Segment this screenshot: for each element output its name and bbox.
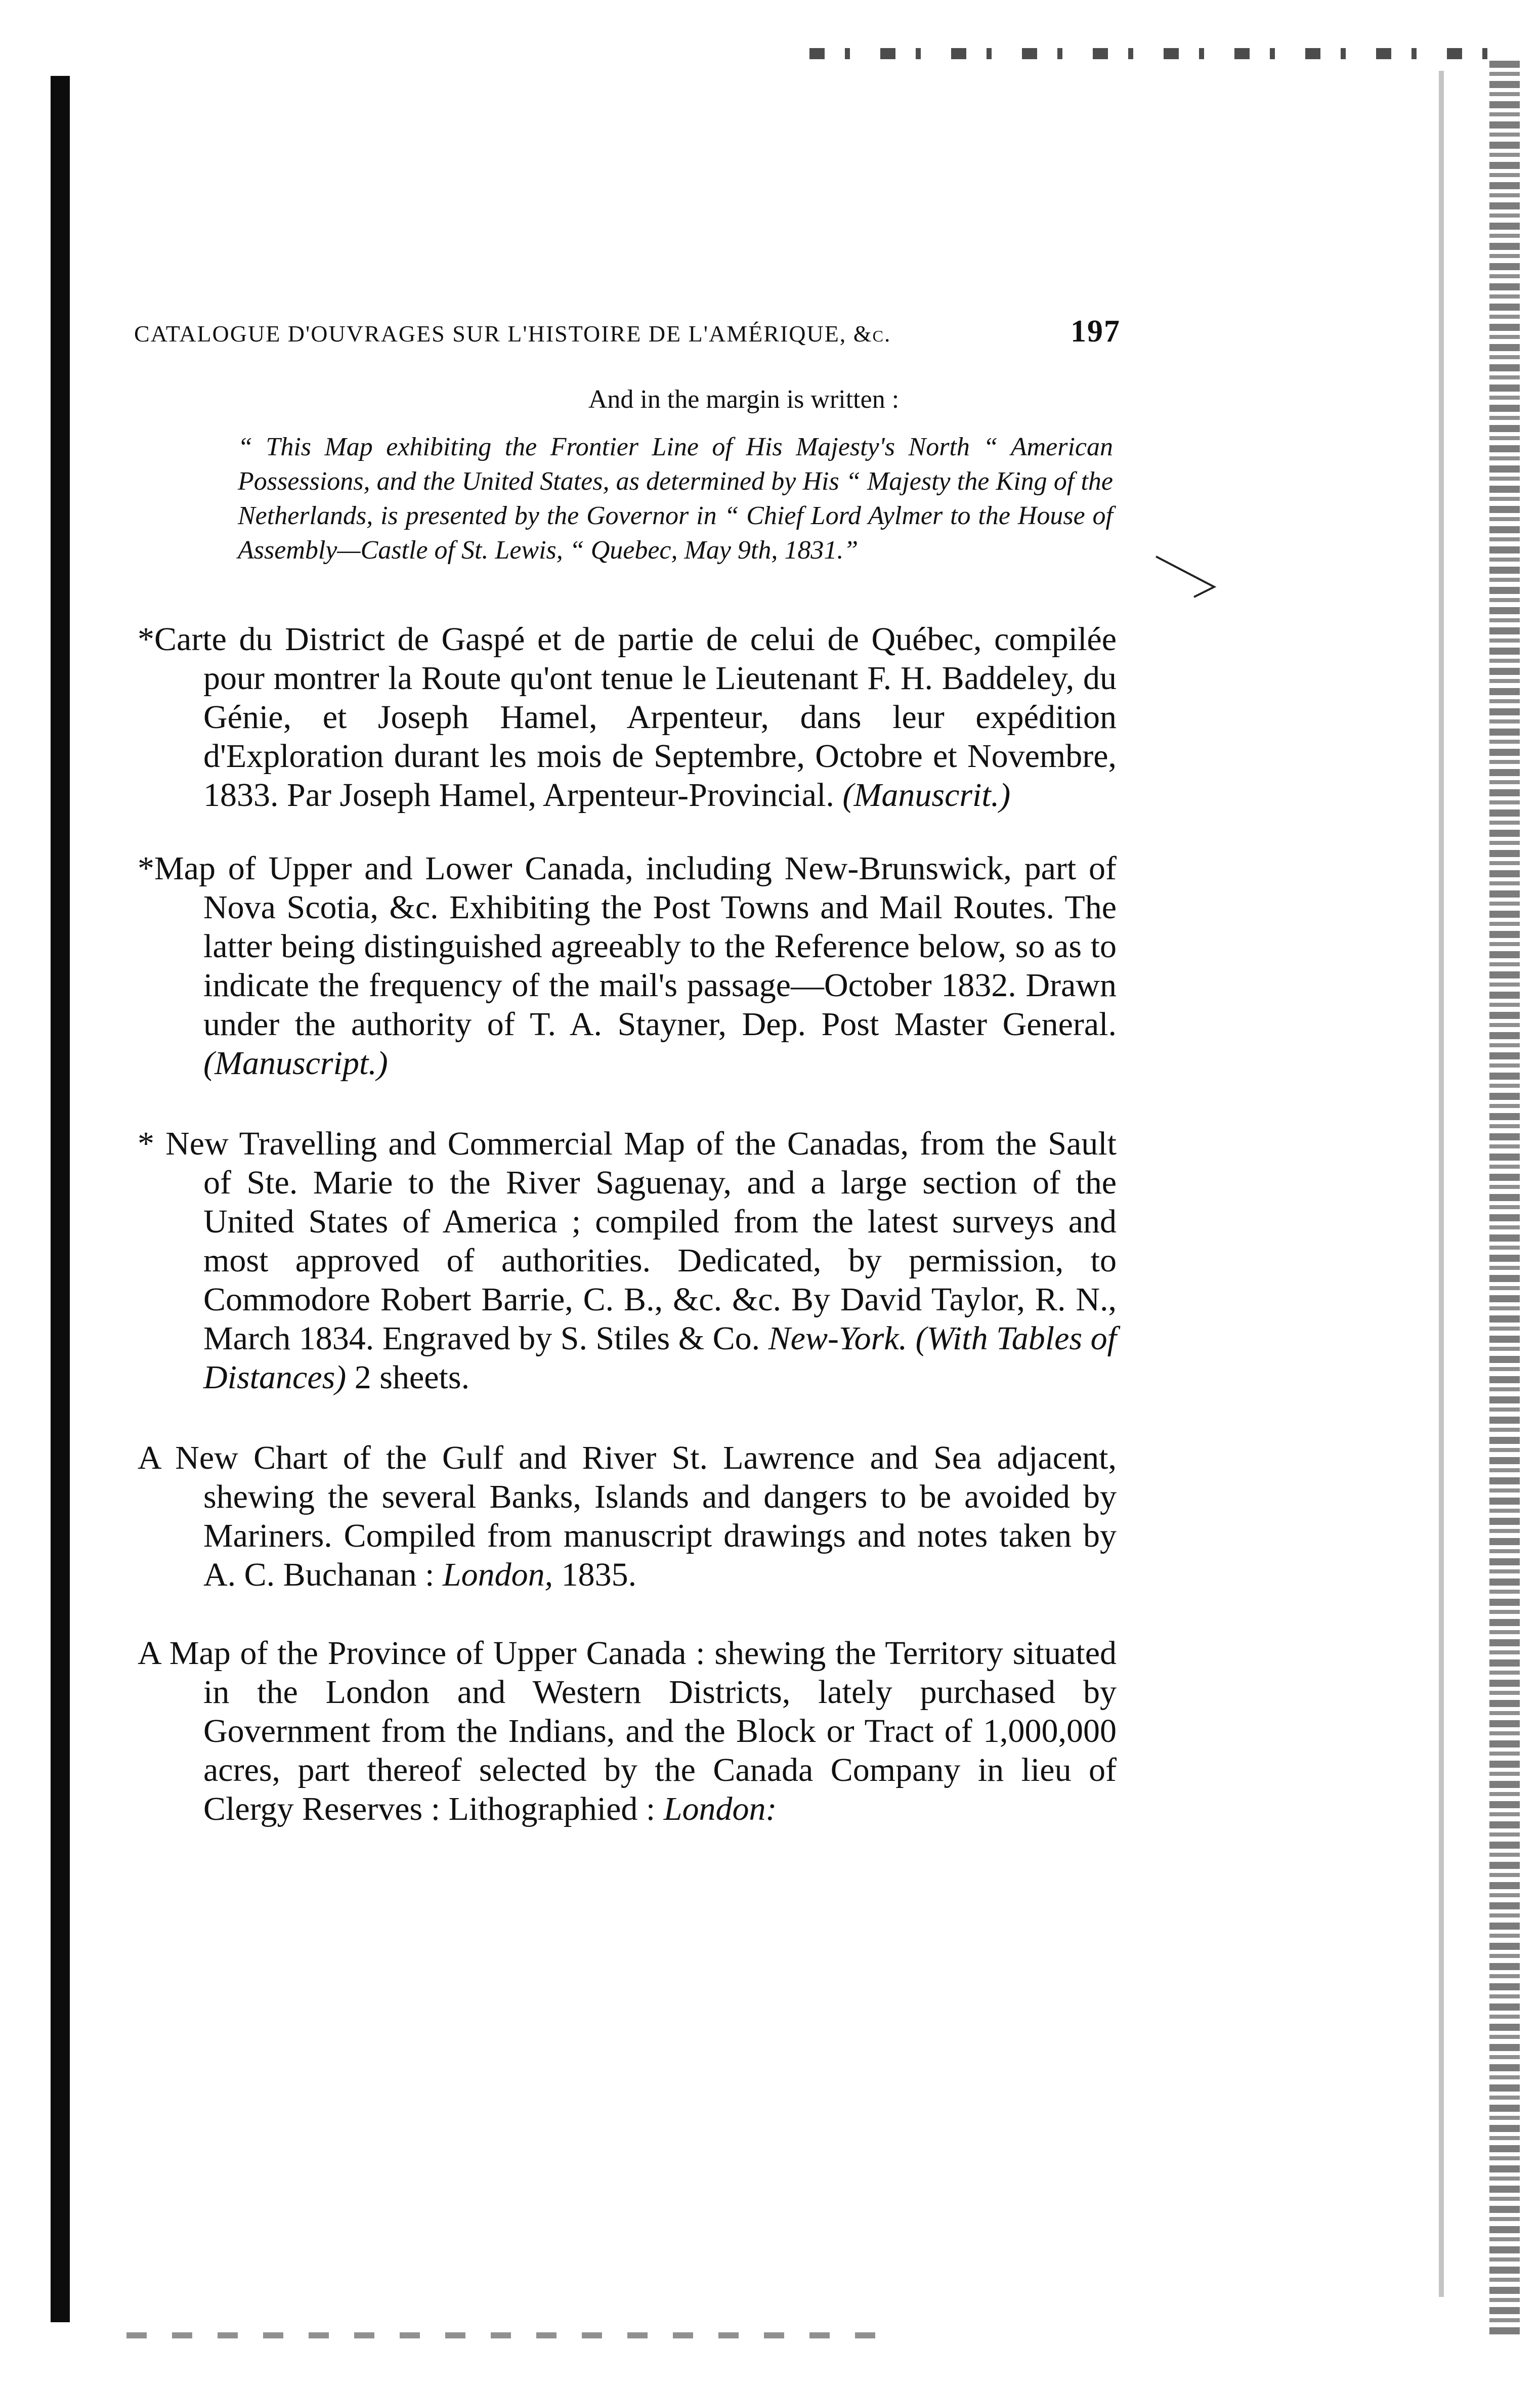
page-number: 197	[1071, 314, 1121, 349]
margin-arrow-mark	[1153, 546, 1224, 607]
catalogue-entry	[138, 1124, 1117, 1397]
entry-place: London:	[663, 1790, 777, 1827]
catalogue-entry	[138, 849, 1117, 1083]
entry-text: A Map of the Province of Upper Canada : shewing the Territory situated in the London and Western Districts, lately purchased by Government from the Indians, and the Block or Tract of 1,000,000 acres, part thereof selected by the Canada Company in lieu of Clergy Reserves : Lithographied :	[138, 1635, 1117, 1827]
scan-page-edge	[1489, 61, 1520, 2337]
entry-place: New-York.	[768, 1320, 908, 1357]
margin-intro: And in the margin is written :	[588, 385, 900, 414]
scan-noise-bottom	[126, 2332, 885, 2338]
margin-quotation: “ This Map exhibiting the Frontier Line of His Majesty's North “ American Possessions, and the United States, as determined by His “ Majesty the King of the Netherlands, is presented by the Governor in “ Chief Lord Aylmer to the House of Assembly—Castle of St. Lewis, “ Quebec, May 9th, 1831.”	[238, 433, 1113, 565]
catalogue-entries	[138, 620, 1117, 1870]
entry-text: *Map of Upper and Lower Canada, including New-Brunswick, part of Nova Scotia, &c. Exhibiting the Post Towns and Mail Routes. The latter being distinguished agreeably to the Reference below, so as to indicate the frequency of the mail's passage—October 1832. Drawn under the authority of T. A. Stayner, Dep. Post Master General.	[138, 850, 1117, 1043]
scan-noise-top	[809, 48, 1498, 59]
entry-text: A New Chart of the Gulf and River St. Lawrence and Sea adjacent, shewing the several Banks, Islands and dangers to be avoided by Mariners. Compiled from manuscript drawings and notes taken by A. C. Buchanan :	[138, 1439, 1117, 1593]
entry-note: (Manuscrit.)	[842, 777, 1011, 814]
scan-page-edge-line	[1439, 71, 1444, 2297]
entry-tail: 1835.	[561, 1556, 637, 1593]
running-head	[134, 314, 1121, 350]
entry-note: (Manuscript.)	[203, 1045, 388, 1082]
entry-text: * New Travelling and Commercial Map of the Canadas, from the Sault of Ste. Marie to the River Saguenay, and a large section of the United States of America ; compiled from the latest surveys and most approved of authorities. Dedicated, by permission, to Commodore Robert Barrie, C. B., &c. &c. By David Taylor, R. N., March 1834. Engraved by S. Stiles & Co.	[138, 1125, 1117, 1357]
entry-text: *Carte du District de Gaspé et de partie de celui de Québec, compilée pour montrer la Route qu'ont tenue le Lieutenant F. H. Baddeley, du Génie, et Joseph Hamel, Arpenteur, dans leur expédition d'Exploration durant les mois de Septembre, Octobre et Novembre, 1833. Par Joseph Hamel, Arpenteur-Provincial.	[138, 621, 1117, 814]
entry-note: (With Tables of Distances)	[203, 1320, 1117, 1396]
catalogue-entry	[138, 1634, 1117, 1828]
header-title: CATALOGUE D'OUVRAGES SUR L'HISTOIRE DE L'AMÉRIQUE, &c.	[134, 321, 891, 347]
entry-tail: 2 sheets.	[354, 1359, 470, 1396]
catalogue-entry	[138, 620, 1117, 815]
catalogue-entry	[138, 1438, 1117, 1594]
entry-place: London,	[442, 1556, 553, 1593]
